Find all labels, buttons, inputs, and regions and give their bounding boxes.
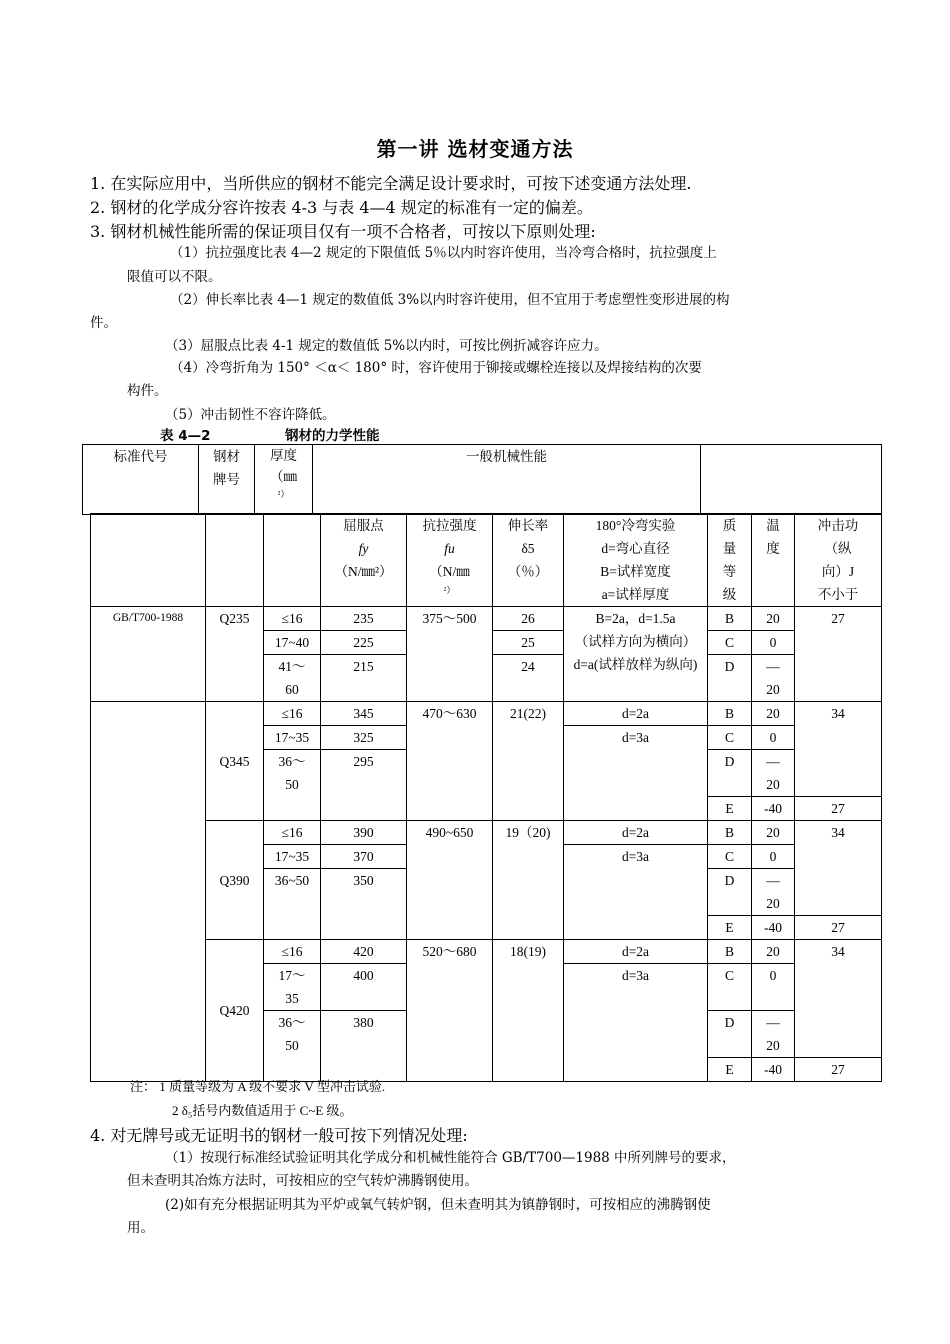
table-row: E -40 27 <box>91 1058 882 1082</box>
table-caption-number: 表 4—2 <box>160 428 211 444</box>
rule-4-line-1: （4）冷弯折角为 150° ＜α＜ 180° 时，容许使用于铆接或螺栓连接以及焊接结构的次要 <box>170 360 702 376</box>
point-3: 3. 钢材机械性能所需的保证项目仅有一项不合格者，可按以下原则处理: <box>90 222 596 241</box>
table-row: Q390 ≤16 390 490~650 19（20) d=2a B 20 34 <box>91 821 882 845</box>
header-impact-energy: 冲击功 （纵 向）J 不小于 <box>795 514 882 607</box>
cell-grade: Q390 <box>206 821 264 940</box>
rule-4-line-2: 构件。 <box>127 383 168 399</box>
rule-1-line-2: 限值可以不限。 <box>127 269 222 285</box>
table-row: GB/T700-1988 Q235 ≤16 235 375～500 26 B=2a，d=1.5a （试样方向为横向） d=a(试样放样为纵向) B 20 27 <box>91 607 882 631</box>
table-row: Q345 ≤16 345 470～630 21(22) d=2a B 20 34 <box>91 702 882 726</box>
table-row: 17~40 225 25 C 0 <box>91 631 882 655</box>
mechanical-properties-table <box>90 513 882 1082</box>
table-row: E -40 27 <box>91 916 882 940</box>
header-cold-bend: 180°冷弯实验 d=弯心直径 B=试样宽度 a=试样厚度 <box>564 514 708 607</box>
header-elongation: 伸长率 δ5 （％） <box>493 514 564 607</box>
rule-1-line-1: （1）抗拉强度比表 4—2 规定的下限值低 5％以内时容许使用，当冷弯合格时，抗拉强度上 <box>170 245 717 261</box>
cell-grade: Q420 <box>206 940 264 1082</box>
header-empty <box>701 445 882 515</box>
p4-rule-2-line-1: (2)如有充分根据证明其为平炉或氧气转炉钢，但未查明其为镇静钢时，可按相应的沸腾钢使 <box>165 1197 711 1213</box>
page-title: 第一讲 选材变通方法 <box>376 137 574 161</box>
table-row: 41～ 60 215 24 D — 20 <box>91 655 882 702</box>
table-header-top <box>82 444 882 515</box>
header-temperature: 温 度 <box>752 514 795 607</box>
cell-standard: GB/T700-1988 <box>91 607 206 702</box>
p4-rule-2-line-2: 用。 <box>127 1220 154 1236</box>
p4-rule-1-line-1: （1）按现行标准经试验证明其化学成分和机械性能符合 GB/T700—1988 中所列牌号的要求， <box>165 1150 736 1166</box>
point-1: 1. 在实际应用中，当所供应的钢材不能完全满足设计要求时，可按下述变通方法处理. <box>90 174 692 193</box>
cell-bend: B=2a，d=1.5a （试样方向为横向） d=a(试样放样为纵向) <box>564 607 708 702</box>
table-row: 17~35 370 d=3a C 0 <box>91 845 882 869</box>
table-row: E -40 27 <box>91 797 882 821</box>
table-row: 17~35 325 d=3a C 0 <box>91 726 882 750</box>
point-4: 4. 对无牌号或无证明书的钢材一般可按下列情况处理: <box>90 1126 468 1145</box>
rule-2-line-1: （2）伸长率比表 4—1 规定的数值低 3%以内时容许使用，但不宜用于考虑塑性变形进展的构 <box>170 292 730 308</box>
header-yield-point: 屈服点 fy （N/㎜²） <box>321 514 407 607</box>
table-row: 36~50 350 D — 20 <box>91 869 882 916</box>
header-general-properties: 一般机械性能 <box>313 445 701 515</box>
rule-5: （5）冲击韧性不容许降低。 <box>165 407 336 423</box>
table-note-2: 2 δ₅括号内数值适用于 C~E 级。 <box>172 1103 353 1118</box>
header-tensile-strength: 抗拉强度 fu （N/㎜ ²） <box>407 514 493 607</box>
table-row: Q420 ≤16 420 520～680 18(19) d=2a B 20 34 <box>91 940 882 964</box>
cell-grade: Q345 <box>206 702 264 821</box>
table-row: 36～ 50 380 D — 20 <box>91 1011 882 1058</box>
table-row: 36～ 50 295 D — 20 <box>91 750 882 797</box>
table-caption-name: 钢材的力学性能 <box>285 428 380 444</box>
p4-rule-1-line-2: 但未查明其冶炼方法时，可按相应的空气转炉沸腾钢使用。 <box>127 1173 478 1189</box>
table-note-1: 注： 1 质量等级为 A 级不要求 V 型冲击试验. <box>130 1079 386 1094</box>
cell-grade: Q235 <box>206 607 264 702</box>
header-thickness: 厚度 （㎜ ²） <box>255 445 313 515</box>
table-row: 17～ 35 400 d=3a C 0 <box>91 964 882 1011</box>
header-grade: 钢材 牌号 <box>199 445 255 515</box>
rule-3: （3）屈服点比表 4-1 规定的数值低 5%以内时，可按比例折减容许应力。 <box>165 338 608 354</box>
point-2: 2. 钢材的化学成分容许按表 4-3 与表 4—4 规定的标准有一定的偏差。 <box>90 198 593 217</box>
rule-2-line-2: 件。 <box>90 315 117 331</box>
header-standard: 标准代号 <box>83 445 199 515</box>
header-quality-grade: 质 量 等 级 <box>708 514 752 607</box>
